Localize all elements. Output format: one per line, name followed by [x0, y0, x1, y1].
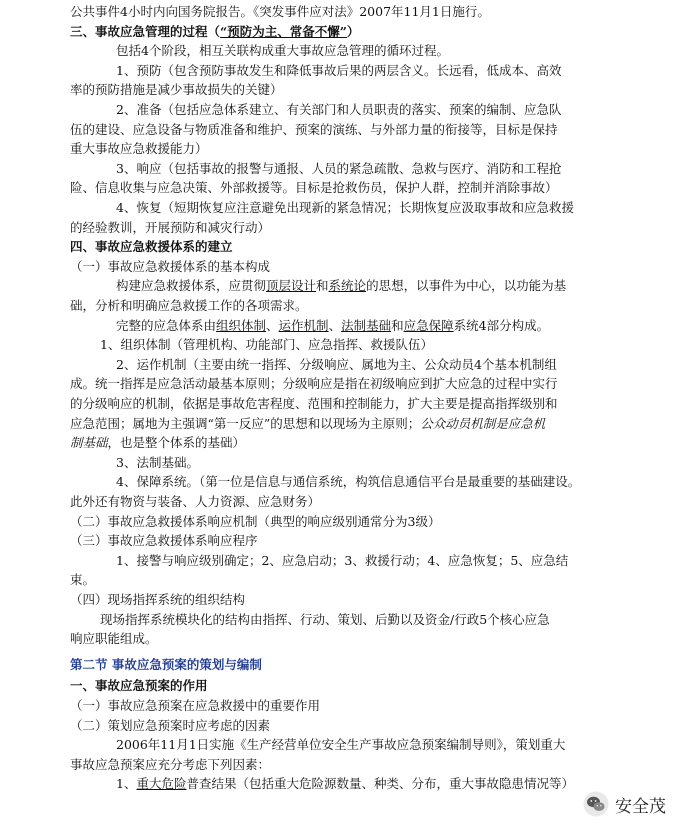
text-line: 现场指挥系统模块化的结构由指挥、行动、策划、后勤以及资金/行政5个核心应急: [100, 612, 550, 627]
text-line: 2、运作机制（主要由统一指挥、分级响应、属地为主、公众动员4个基本机制组: [116, 357, 557, 372]
subheading: （一）事故应急救援体系的基本构成: [70, 259, 271, 274]
text-line: 构建应急救援体系，应贯彻顶层设计和系统论的思想，以事件为中心，以功能为基: [116, 278, 567, 293]
text-line: 1、重大危险普查结果（包括重大危险源数量、种类、分布，重大事故隐患情况等）: [116, 776, 574, 791]
text-line: 包括4个阶段，相互关联构成重大事故应急管理的循环过程。: [116, 43, 449, 58]
text-line: 应急范围；属地为主强调“第一反应”的思想和以现场为主原则；公众动员机制是应急机: [70, 416, 546, 431]
text-line: 1、预防（包含预防事故发生和降低事故后果的两层含义。长远看，低成本、高效: [116, 63, 562, 78]
text-line: 4、保障系统。（第一位是信息与通信系统，构筑信息通信平台是最重要的基础建设。: [116, 474, 581, 489]
subheading: （二）策划应急预案时应考虑的因素: [70, 718, 271, 733]
text-line: 制基础，也是整个体系的基础）: [70, 435, 246, 450]
text-line: 公共事件4小时内向国务院报告。《突发事件应对法》2007年11月1日施行。: [70, 4, 490, 19]
text-line: 事故应急预案应充分考虑下列因素：: [70, 757, 271, 772]
text-line: 础，分析和明确应急救援工作的各项需求。: [70, 298, 308, 313]
heading-plan-role: 一、事故应急预案的作用: [70, 678, 208, 693]
text-line: 重大事故应急救援能力）: [70, 141, 208, 156]
subheading: （二）事故应急救援体系响应机制（典型的响应级别通常分为3级）: [70, 514, 441, 529]
heading-rescue-system: 四、事故应急救援体系的建立: [70, 239, 233, 254]
wechat-logo-icon: [583, 791, 609, 817]
text-line: 伍的建设、应急设备与物质准备和维护、预案的演练、与外部力量的衔接等，目标是保持: [70, 122, 558, 137]
subheading: （四）现场指挥系统的组织结构: [70, 592, 246, 607]
text-line: 3、法制基础。: [116, 455, 199, 470]
text-line: 成。统一指挥是应急活动最基本原则；分级响应是指在初级响应到扩大应急的过程中实行: [70, 376, 558, 391]
section-title: 第二节 事故应急预案的策划与编制: [70, 657, 262, 672]
text-line: 险、信息收集与应急决策、外部救援等。目标是抢救伤员，保护人群，控制并消除事故）: [70, 180, 558, 195]
text-line: 完整的应急体系由组织体制、运作机制、法制基础和应急保障系统4部分构成。: [116, 318, 550, 333]
watermark-text: 安全茂: [615, 796, 666, 817]
subheading: （一）事故应急预案在应急救援中的重要作用: [70, 698, 321, 713]
heading-emergency-management-process: 三、事故应急管理的过程（“预防为主、常备不懈”）: [70, 24, 360, 39]
subheading: （三）事故应急救援体系响应程序: [70, 533, 258, 548]
text-line: 率的预防措施是减少事故损失的关键）: [70, 82, 283, 97]
text-line: 的经验教训，开展预防和减灾行动）: [70, 220, 271, 235]
text-line: 1、接警与响应级别确定；2、应急启动；3、救援行动；4、应急恢复；5、应急结: [116, 553, 569, 568]
text-line: 束。: [70, 572, 96, 587]
text-line: 此外还有物资与装备、人力资源、应急财务）: [70, 494, 321, 509]
text-line: 响应职能组成。: [70, 631, 158, 646]
text-line: 4、恢复（短期恢复应注意避免出现新的紧急情况；长期恢复应汲取事故和应急救援: [116, 200, 574, 215]
text-line: 3、响应（包括事故的报警与通报、人员的紧急疏散、急救与医疗、消防和工程抢: [116, 161, 562, 176]
watermark: [583, 791, 666, 817]
text-line: 2、准备（包括应急体系建立、有关部门和人员职责的落实、预案的编制、应急队: [116, 102, 562, 117]
text-line: 1、组织体制（管理机构、功能部门、应急指挥、救援队伍）: [100, 337, 433, 352]
text-line: 的分级响应的机制，依据是事故危害程度、范围和控制能力，扩大主要是提高指挥级别和: [70, 396, 558, 411]
text-line: 2006年11月1日实施《生产经营单位安全生产事故应急预案编制导则》，策划重大: [116, 737, 566, 752]
